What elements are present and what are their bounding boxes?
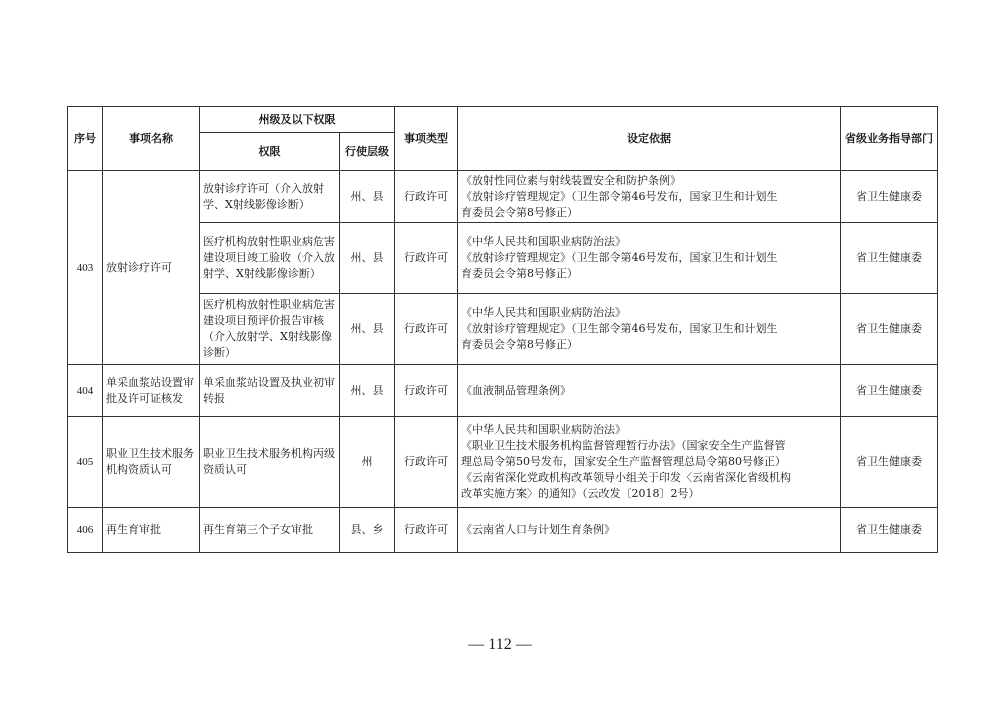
row-dept: 省卫生健康委 [841,508,938,553]
header-type: 事项类型 [395,107,458,171]
row-level: 州 [340,417,395,508]
header-name: 事项名称 [103,107,200,171]
basis-line: 《中华人民共和国职业病防治法》 [461,423,626,436]
row-basis [458,365,841,417]
row-seq: 406 [68,508,103,553]
basis-line: 育委员会令第8号修正） [461,205,578,219]
basis-line: 《放射诊疗管理规定》（卫生部令第46号发布，国家卫生和计划生 [461,251,778,264]
header-dept: 省级业务指导部门 [841,107,938,171]
powers-table [67,106,938,553]
row-dept: 省卫生健康委 [841,223,938,294]
basis-line: 育委员会令第8号修正） [461,267,578,280]
row-basis [458,223,841,294]
row-dept: 省卫生健康委 [841,171,938,223]
table-row [68,365,938,417]
row-power: 职业卫生技术服务机构丙级资质认可 [200,417,340,508]
page-number: — 112 — [468,636,532,653]
header-power: 权限 [200,133,340,171]
basis-line: 《放射诊疗管理规定》（卫生部令第46号发布，国家卫生和计划生 [461,189,778,203]
header-basis: 设定依据 [458,107,841,171]
row-level: 州、县 [340,171,395,223]
table-body [68,171,938,553]
row-power: 医疗机构放射性职业病危害建设项目预评价报告审核（介入放射学、X射线影像诊断） [200,294,340,365]
basis-line: 育委员会令第8号修正） [461,338,578,351]
row-type: 行政许可 [395,508,458,553]
row-level: 州、县 [340,294,395,365]
basis-line: 《放射性同位素与射线装置安全和防护条例》 [461,173,681,187]
row-power: 单采血浆站设置及执业初审转报 [200,365,340,417]
row-dept: 省卫生健康委 [841,365,938,417]
basis-line: 《云南省深化党政机构改革领导小组关于印发〈云南省深化省级机构 [461,471,791,484]
header-level: 行使层级 [340,133,395,171]
row-level: 州、县 [340,365,395,417]
row-name: 单采血浆站设置审批及许可证核发 [103,365,200,417]
basis-line: 《中华人民共和国职业病防治法》 [461,306,626,319]
row-power: 再生育第三个子女审批 [200,508,340,553]
basis-line: 《中华人民共和国职业病防治法》 [461,235,626,248]
row-name: 再生育审批 [103,508,200,553]
row-basis [458,171,841,223]
row-name: 职业卫生技术服务机构资质认可 [103,417,200,508]
row-name: 放射诊疗许可 [103,171,200,365]
row-dept: 省卫生健康委 [841,417,938,508]
row-basis [458,417,841,508]
row-type: 行政许可 [395,223,458,294]
row-type: 行政许可 [395,417,458,508]
row-power: 放射诊疗许可（介入放射学、X射线影像诊断） [200,171,340,223]
row-type: 行政许可 [395,171,458,223]
table-row [68,171,938,223]
basis-line: 《血液制品管理条例》 [461,383,571,397]
row-type: 行政许可 [395,365,458,417]
row-dept: 省卫生健康委 [841,294,938,365]
basis-line: 改革实施方案〉的通知》（云改发〔2018〕2号） [461,487,700,500]
basis-line: 《职业卫生技术服务机构监督管理暂行办法》（国家安全生产监督管 [461,439,786,452]
basis-line: 《放射诊疗管理规定》（卫生部令第46号发布，国家卫生和计划生 [461,322,778,335]
row-seq: 404 [68,365,103,417]
row-type: 行政许可 [395,294,458,365]
row-level: 县、乡 [340,508,395,553]
basis-line: 《云南省人口与计划生育条例》 [461,523,615,536]
header-group: 州级及以下权限 [200,107,395,133]
row-power: 医疗机构放射性职业病危害建设项目竣工验收（介入放射学、X射线影像诊断） [200,223,340,294]
header-seq: 序号 [68,107,103,171]
row-seq: 405 [68,417,103,508]
row-seq: 403 [68,171,103,365]
row-basis [458,294,841,365]
table-row [68,417,938,508]
row-basis [458,508,841,553]
table-row [68,508,938,553]
row-level: 州、县 [340,223,395,294]
basis-line: 理总局令第50号发布，国家安全生产监督管理总局令第80号修正） [461,455,786,468]
